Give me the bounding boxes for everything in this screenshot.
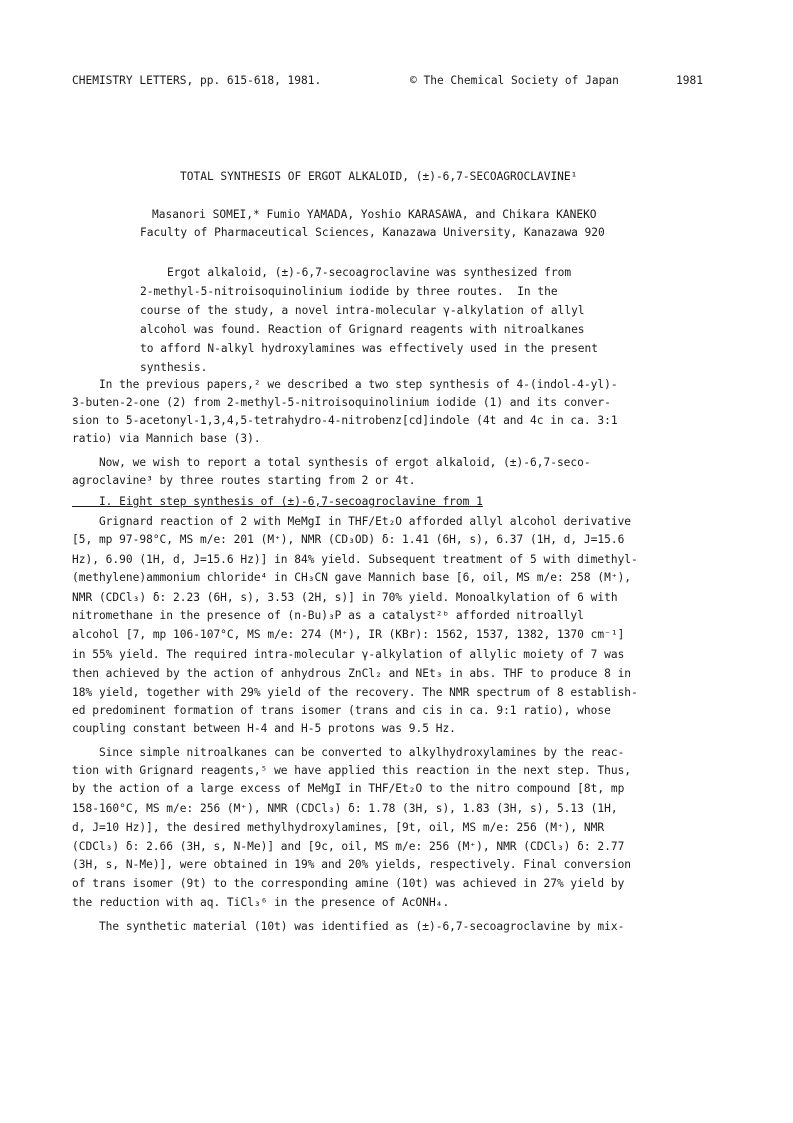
body-line: 3-buten-2-one (2) from 2-methyl-5-nitroisoquinolinium iodide (1) and its conver- <box>72 396 611 409</box>
body-line: (methylene)ammonium chloride⁴ in CH₃CN gave Mannich base [6, oil, MS m/e: 258 (M⁺), <box>72 571 632 584</box>
body-line: The synthetic material (10t) was identified as (±)-6,7-secoagroclavine by mix- <box>72 920 625 933</box>
body-line: then achieved by the action of anhydrous ZnCl₂ and NEt₃ in abs. THF to produce 8 in <box>72 667 632 680</box>
body-line: Grignard reaction of 2 with MeMgI in THF/Et₂O afforded allyl alcohol derivative <box>72 515 632 528</box>
body-line: (CDCl₃) δ: 2.66 (3H, s, N-Me)] and [9c, oil, MS m/e: 256 (M⁺), NMR (CDCl₃) δ: 2.77 <box>72 840 625 853</box>
affiliation: Faculty of Pharmaceutical Sciences, Kanazawa University, Kanazawa 920 <box>140 226 605 239</box>
body-line: In the previous papers,² we described a two step synthesis of 4-(indol-4-yl)- <box>72 378 618 391</box>
body-line: d, J=10 Hz)], the desired methylhydroxylamines, [9t, oil, MS m/e: 256 (M⁺), NMR <box>72 821 605 834</box>
body-line: agroclavine³ by three routes starting from 2 or 4t. <box>72 474 416 487</box>
body-line: 158-160°C, MS m/e: 256 (M⁺), NMR (CDCl₃) δ: 1.78 (3H, s), 1.83 (3H, s), 5.13 (1H, <box>72 802 618 815</box>
body-line: Hz), 6.90 (1H, d, J=15.6 Hz)] in 84% yield. Subsequent treatment of 5 with dimethyl- <box>72 553 638 566</box>
body-line: in 55% yield. The required intra-molecular γ-alkylation of allylic moiety of 7 was <box>72 648 625 661</box>
abstract-line: 2-methyl-5-nitroisoquinolinium iodide by three routes. In the <box>140 285 558 298</box>
body-line: ed predominent formation of trans isomer (trans and cis in ca. 9:1 ratio), whose <box>72 704 611 717</box>
body-line: alcohol [7, mp 106-107°C, MS m/e: 274 (M⁺), IR (KBr): 1562, 1537, 1382, 1370 cm⁻¹] <box>72 628 625 641</box>
abstract-line: alcohol was found. Reaction of Grignard reagents with nitroalkanes <box>140 323 585 336</box>
body-line: Since simple nitroalkanes can be converted to alkylhydroxylamines by the reac- <box>72 746 625 759</box>
paper-title: TOTAL SYNTHESIS OF ERGOT ALKALOID, (±)-6,7-SECOAGROCLAVINE¹ <box>180 170 578 183</box>
body-line: ratio) via Mannich base (3). <box>72 432 261 445</box>
body-line: 18% yield, together with 29% yield of the recovery. The NMR spectrum of 8 establish- <box>72 686 638 699</box>
body-line: nitromethane in the presence of (n-Bu)₃P as a catalyst²ᵇ afforded nitroallyl <box>72 609 584 622</box>
section-heading: I. Eight step synthesis of (±)-6,7-secoagroclavine from 1 <box>72 495 483 508</box>
copyright-header: © The Chemical Society of Japan <box>410 74 619 87</box>
body-line: the reduction with aq. TiCl₃⁶ in the presence of AcONH₄. <box>72 896 450 909</box>
body-line: [5, mp 97-98°C, MS m/e: 201 (M⁺), NMR (CD₃OD) δ: 1.41 (6H, s), 6.37 (1H, d, J=15.6 <box>72 533 625 546</box>
body-line: NMR (CDCl₃) δ: 2.23 (6H, s), 3.53 (2H, s)] in 70% yield. Monoalkylation of 6 with <box>72 591 618 604</box>
body-line: tion with Grignard reagents,⁵ we have applied this reaction in the next step. Thus, <box>72 764 632 777</box>
year-header: 1981 <box>676 74 703 87</box>
body-line: of trans isomer (9t) to the corresponding amine (10t) was achieved in 27% yield by <box>72 877 625 890</box>
body-line: sion to 5-acetonyl-1,3,4,5-tetrahydro-4-nitrobenz[cd]indole (4t and 4c in ca. 3:1 <box>72 414 618 427</box>
abstract-line: to afford N-alkyl hydroxylamines was effectively used in the present <box>140 342 599 355</box>
body-line: (3H, s, N-Me)], were obtained in 19% and 20% yields, respectively. Final conversion <box>72 858 632 871</box>
body-line: Now, we wish to report a total synthesis of ergot alkaloid, (±)-6,7-seco- <box>72 456 591 469</box>
abstract-line: course of the study, a novel intra-molecular γ-alkylation of allyl <box>140 304 585 317</box>
abstract-line: synthesis. <box>140 361 208 374</box>
abstract-line: Ergot alkaloid, (±)-6,7-secoagroclavine was synthesized from <box>140 266 572 279</box>
author-list: Masanori SOMEI,* Fumio YAMADA, Yoshio KARASAWA, and Chikara KANEKO <box>152 208 597 221</box>
journal-header: CHEMISTRY LETTERS, pp. 615-618, 1981. <box>72 74 322 87</box>
body-line: coupling constant between H-4 and H-5 protons was 9.5 Hz. <box>72 722 456 735</box>
body-line: by the action of a large excess of MeMgI in THF/Et₂O to the nitro compound [8t, mp <box>72 782 625 795</box>
